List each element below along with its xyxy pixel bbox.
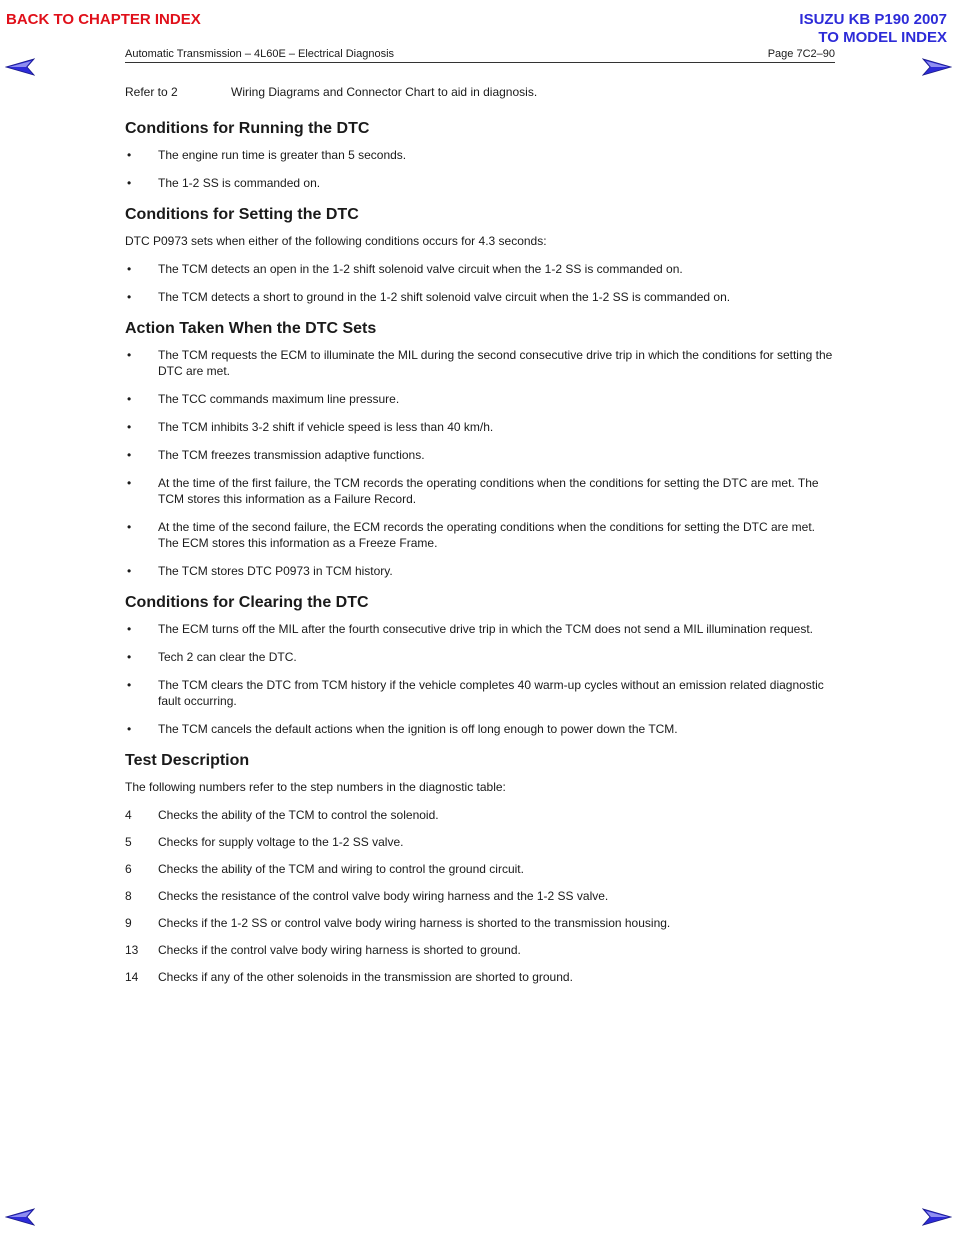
bullet-icon: • xyxy=(127,420,132,434)
section-title-test: Test Description xyxy=(125,752,250,769)
bullet-icon: • xyxy=(127,176,132,190)
test-intro: The following numbers refer to the step numbers in the diagnostic table: xyxy=(125,780,506,794)
setting-intro: DTC P0973 sets when either of the following conditions occurs for 4.3 seconds: xyxy=(125,234,547,248)
arrow-left-icon[interactable] xyxy=(5,57,35,77)
bullet-icon: • xyxy=(127,148,132,162)
arrow-right-icon[interactable] xyxy=(922,1207,952,1227)
section-setting xyxy=(125,205,837,305)
list-item-text: The TCM detects a short to ground in the 1-2 shift solenoid valve circuit when the 1-2 SS is commanded on. xyxy=(158,290,731,304)
bullet-icon: • xyxy=(127,392,132,406)
bullet-icon: • xyxy=(127,476,132,490)
step-text: Checks the resistance of the control valve body wiring harness and the 1-2 SS valve. xyxy=(158,889,609,903)
list-item xyxy=(125,147,837,163)
list-item-text: The TCM inhibits 3-2 shift if vehicle speed is less than 40 km/h. xyxy=(158,420,494,434)
list-item-text: The TCM stores DTC P0973 in TCM history. xyxy=(158,564,393,578)
step-number: 14 xyxy=(125,970,139,984)
step-number: 13 xyxy=(125,943,139,957)
bullet-icon: • xyxy=(127,622,132,636)
step-row xyxy=(125,834,837,850)
bullet-icon: • xyxy=(127,448,132,462)
list-item xyxy=(125,175,837,191)
bullet-icon: • xyxy=(127,564,132,578)
bullet-icon: • xyxy=(127,520,132,534)
list-item-text: The 1-2 SS is commanded on. xyxy=(158,176,321,190)
header-section-title: Automatic Transmission – 4L60E – Electrical Diagnosis xyxy=(125,48,395,60)
list-item xyxy=(125,347,837,379)
section-clearing xyxy=(125,593,837,737)
step-row xyxy=(125,807,837,823)
list-item xyxy=(125,649,837,665)
list-item xyxy=(125,261,837,277)
setting-list xyxy=(125,261,837,305)
list-item xyxy=(125,391,837,407)
step-number: 8 xyxy=(125,889,132,903)
bullet-icon: • xyxy=(127,348,132,362)
step-row xyxy=(125,969,837,985)
step-row xyxy=(125,915,837,931)
list-item-text: The ECM turns off the MIL after the fourth consecutive drive trip in which the TCM does not send a MIL illumination request. xyxy=(158,622,813,636)
clearing-list xyxy=(125,621,837,737)
step-row xyxy=(125,942,837,958)
test-steps xyxy=(125,807,837,985)
section-title-setting: Conditions for Setting the DTC xyxy=(125,206,359,223)
running-list xyxy=(125,147,837,191)
step-text: Checks for supply voltage to the 1-2 SS valve. xyxy=(158,835,404,849)
list-item-text: The TCM clears the DTC from TCM history if the vehicle completes 40 warm-up cycles without an emission related diagnostic fault occurring. xyxy=(158,678,824,708)
to-model-index-link[interactable]: TO MODEL INDEX xyxy=(818,29,947,46)
bullet-icon: • xyxy=(127,722,132,736)
section-title-running: Conditions for Running the DTC xyxy=(125,120,370,137)
bullet-icon: • xyxy=(127,678,132,692)
refer-line xyxy=(125,84,837,100)
step-number: 4 xyxy=(125,808,132,822)
step-number: 9 xyxy=(125,916,132,930)
section-running xyxy=(125,119,837,191)
page-header xyxy=(125,48,835,63)
step-text: Checks the ability of the TCM to control the solenoid. xyxy=(158,808,439,822)
list-item xyxy=(125,563,837,579)
header-page-number: Page 7C2–90 xyxy=(767,48,835,60)
section-title-action: Action Taken When the DTC Sets xyxy=(125,320,377,337)
list-item xyxy=(125,621,837,637)
list-item xyxy=(125,447,837,463)
step-text: Checks if any of the other solenoids in the transmission are shorted to ground. xyxy=(158,970,573,984)
step-text: Checks if the 1-2 SS or control valve body wiring harness is shorted to the transmission housing. xyxy=(158,916,671,930)
step-text: Checks if the control valve body wiring harness is shorted to ground. xyxy=(158,943,521,957)
arrow-left-icon[interactable] xyxy=(5,1207,35,1227)
list-item-text: The TCM detects an open in the 1-2 shift solenoid valve circuit when the 1-2 SS is commanded on. xyxy=(158,262,683,276)
section-action xyxy=(125,319,837,579)
step-row xyxy=(125,861,837,877)
refer-text: Wiring Diagrams and Connector Chart to aid in diagnosis. xyxy=(231,85,538,99)
list-item-text: The engine run time is greater than 5 seconds. xyxy=(158,148,407,162)
refer-label: Refer to 2 xyxy=(125,85,178,99)
list-item-text: Tech 2 can clear the DTC. xyxy=(158,650,297,664)
step-row xyxy=(125,888,837,904)
list-item-text: The TCM freezes transmission adaptive functions. xyxy=(158,448,425,462)
list-item-text: The TCM requests the ECM to illuminate the MIL during the second consecutive drive trip in which the conditions for setting the DTC are met. xyxy=(158,348,833,378)
step-number: 6 xyxy=(125,862,132,876)
bullet-icon: • xyxy=(127,290,132,304)
list-item xyxy=(125,519,837,551)
section-title-clearing: Conditions for Clearing the DTC xyxy=(125,594,369,611)
step-number: 5 xyxy=(125,835,132,849)
arrow-right-icon[interactable] xyxy=(922,57,952,77)
model-title: ISUZU KB P190 2007 xyxy=(799,11,947,28)
list-item-text: The TCC commands maximum line pressure. xyxy=(158,392,400,406)
bullet-icon: • xyxy=(127,262,132,276)
list-item-text: At the time of the first failure, the TCM records the operating conditions when the conditions for setting the DTC are met. The TCM stores this information as a Failure Record. xyxy=(158,476,819,506)
back-to-chapter-index-link[interactable]: BACK TO CHAPTER INDEX xyxy=(6,11,201,28)
list-item-text: The TCM cancels the default actions when the ignition is off long enough to power down the TCM. xyxy=(158,722,678,736)
step-text: Checks the ability of the TCM and wiring to control the ground circuit. xyxy=(158,862,524,876)
list-item xyxy=(125,677,837,709)
list-item xyxy=(125,475,837,507)
section-test-description xyxy=(125,751,837,985)
list-item-text: At the time of the second failure, the ECM records the operating conditions when the conditions for setting the DTC are met. The ECM stores this information as a Freeze Frame. xyxy=(158,520,816,550)
action-list xyxy=(125,347,837,579)
document-body xyxy=(125,84,837,996)
list-item xyxy=(125,419,837,435)
bullet-icon: • xyxy=(127,650,132,664)
list-item xyxy=(125,289,837,305)
list-item xyxy=(125,721,837,737)
